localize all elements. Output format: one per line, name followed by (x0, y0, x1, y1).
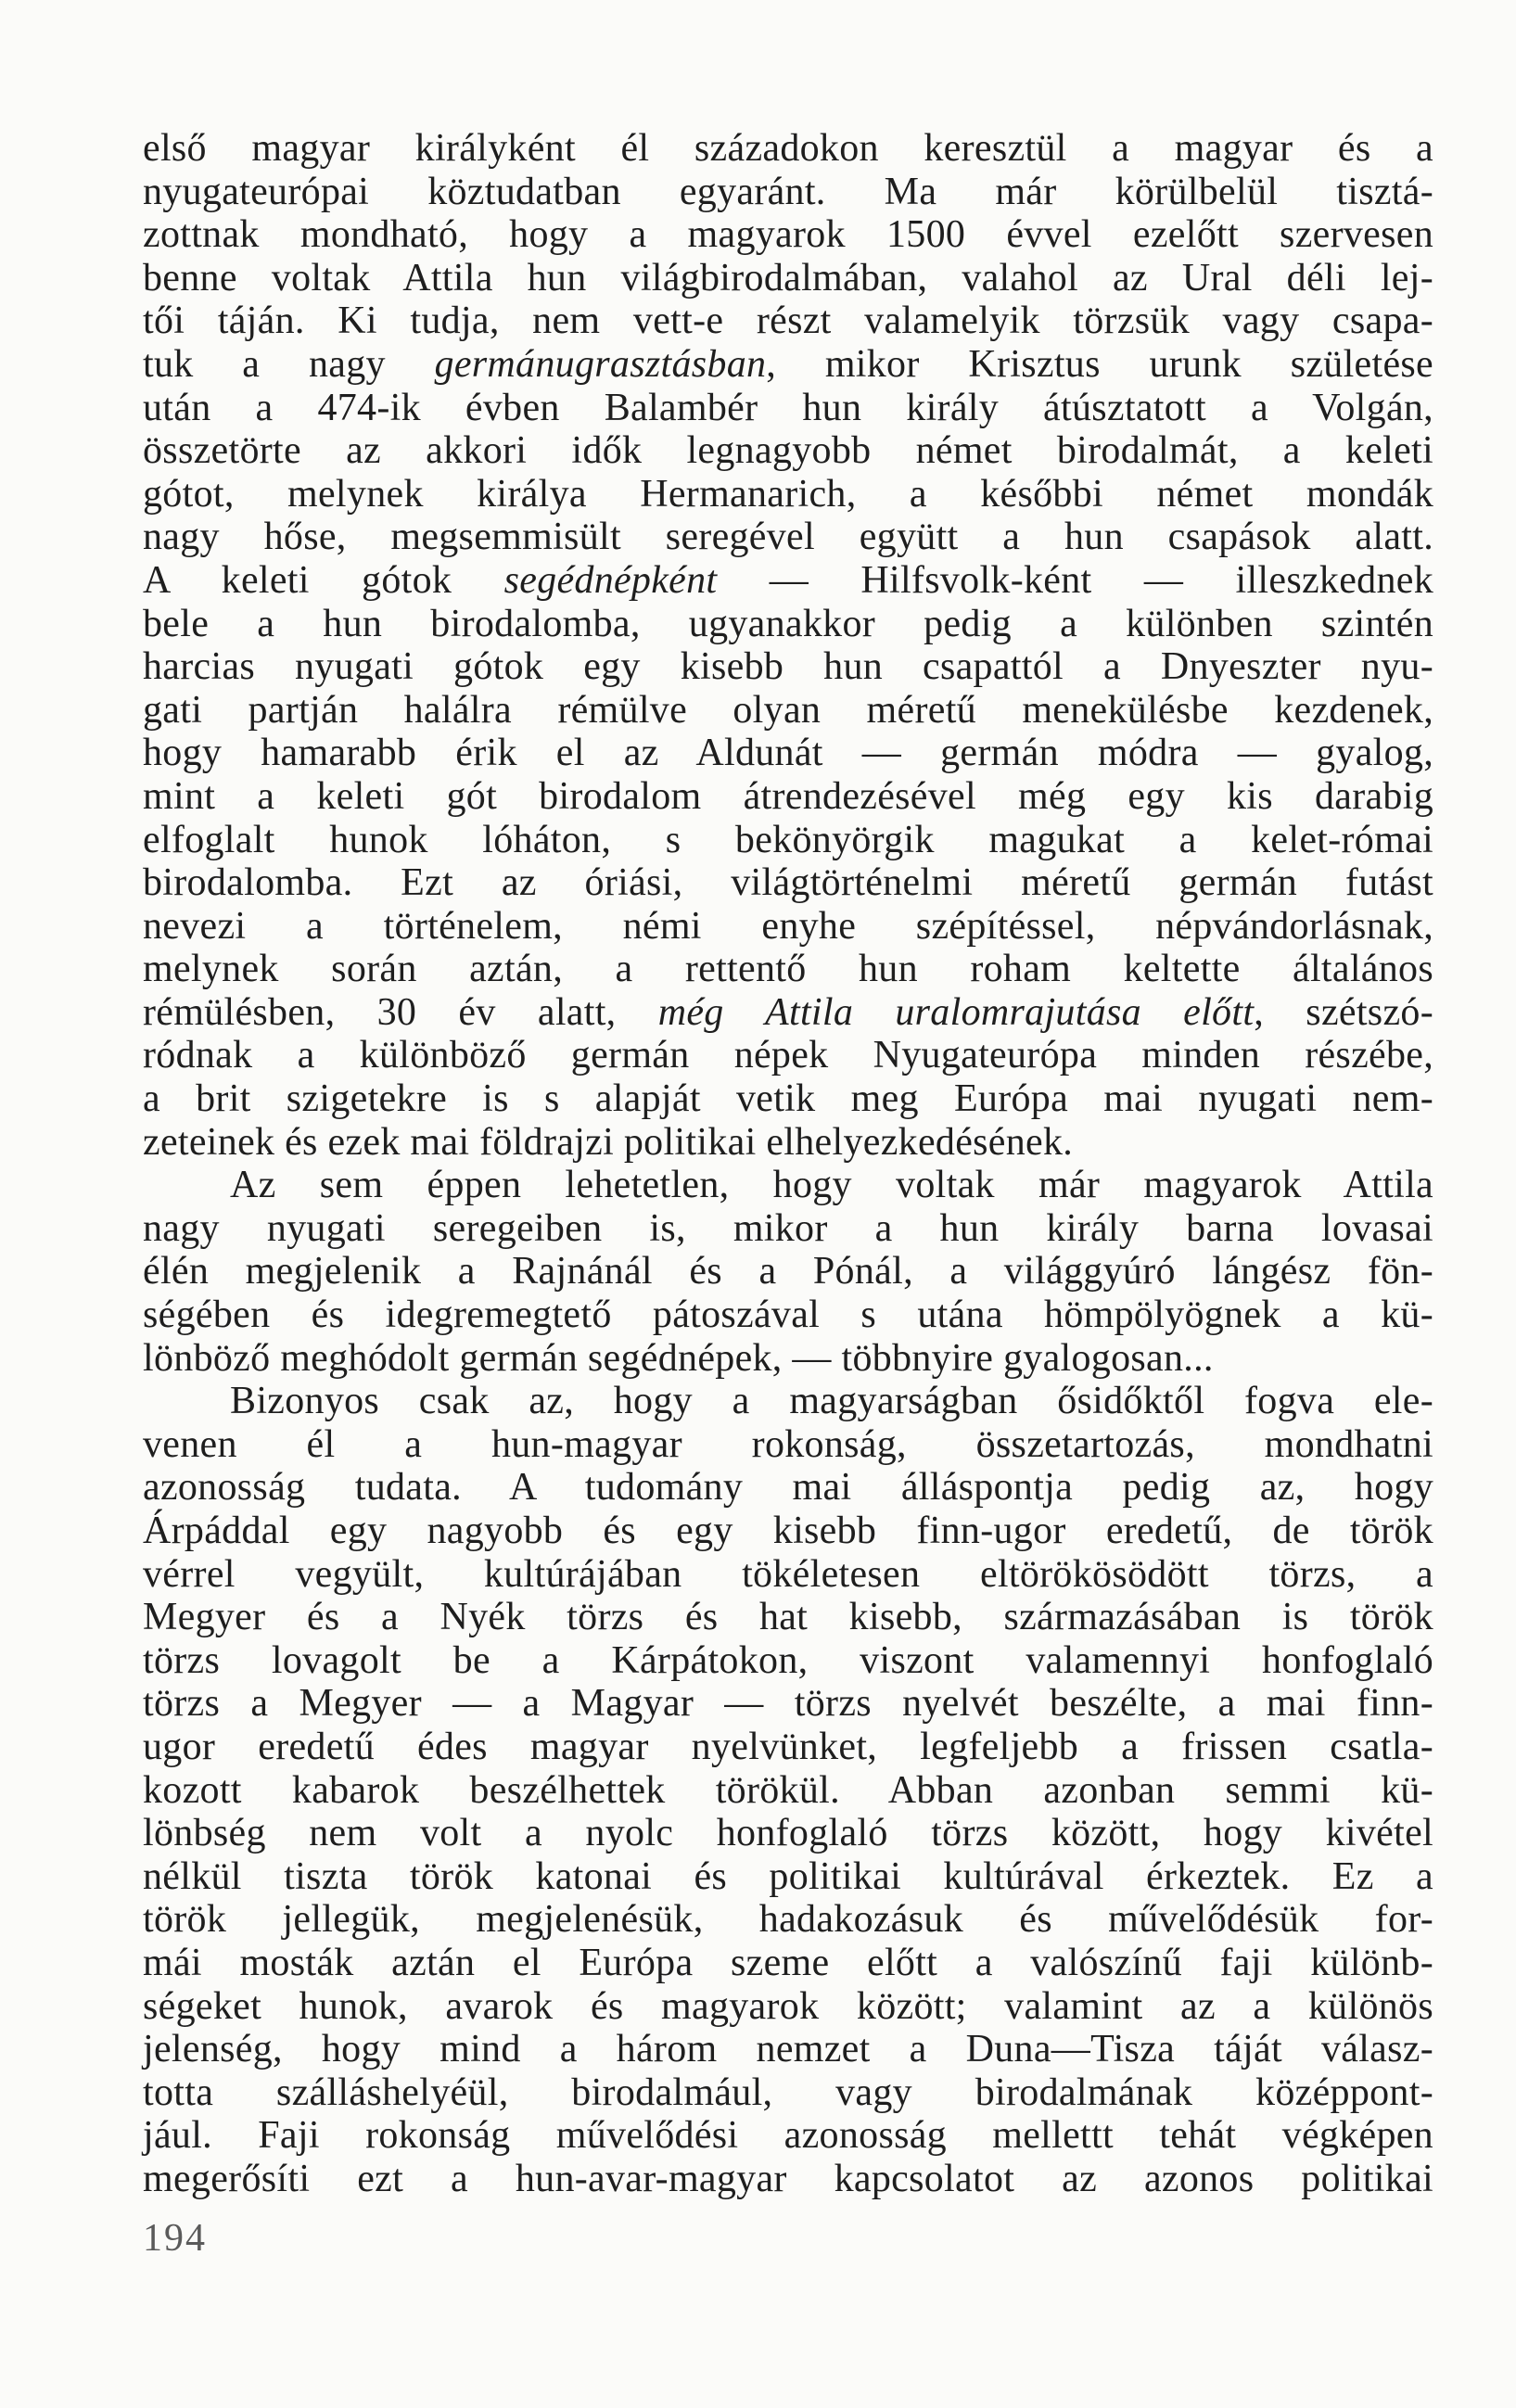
text-line (143, 473, 1433, 516)
text-segment: megerősíti ezt a hun-avar-magyar kapcsolatot az azonos politikai (143, 2157, 1433, 2200)
text-segment: zeteinek és ezek mai földrajzi politikai elhelyezkedésének. (143, 1120, 1074, 1164)
text-line (143, 861, 1433, 905)
text-segment: első magyar királyként él századokon keresztül a magyar és a (143, 127, 1433, 170)
paragraph (143, 1164, 1433, 1380)
body-text (143, 127, 1433, 2201)
text-line (143, 2028, 1433, 2071)
text-segment: kozott kabarok beszélhettek törökül. Abban azonban semmi kü- (143, 1768, 1433, 1812)
text-segment: jelenség, hogy mind a három nemzet a Duna—Tisza táját válasz- (143, 2028, 1433, 2071)
text-segment: tuk a nagy (143, 342, 435, 386)
text-line (143, 1077, 1433, 1121)
text-line (143, 559, 1433, 603)
text-segment: nagy nyugati seregeiben is, mikor a hun király barna lovasai (143, 1206, 1433, 1250)
text-line (143, 1942, 1433, 1985)
text-line (143, 732, 1433, 775)
text-line (143, 819, 1433, 862)
text-line (143, 1164, 1433, 1207)
text-line (143, 2158, 1433, 2201)
text-segment: melynek során aztán, a rettentő hun roham keltette általános (143, 948, 1433, 991)
text-segment: bele a hun birodalomba, ugyanakkor pedig a különben szintén (143, 602, 1433, 645)
page-number: 194 (143, 2217, 207, 2260)
text-line (143, 1121, 1433, 1165)
italic-text: segédnépként (503, 558, 718, 602)
text-line (143, 171, 1433, 214)
text-line (143, 1250, 1433, 1293)
text-segment: összetörte az akkori idők legnagyobb német birodalmát, a keleti (143, 429, 1433, 473)
text-segment: Árpáddal egy nagyobb és egy kisebb finn-ugor eredetű, de török (143, 1510, 1433, 1552)
text-line (143, 387, 1433, 430)
text-line (143, 1380, 1433, 1423)
paragraph (143, 127, 1433, 1164)
text-line (143, 1207, 1433, 1251)
text-line (143, 343, 1433, 387)
text-segment: totta szálláshelyéül, birodalmául, vagy birodalmának középpont- (143, 2070, 1433, 2114)
text-segment: törzs a Megyer — a Magyar — törzs nyelvét beszélte, a mai finn- (143, 1682, 1433, 1726)
text-segment: Az sem éppen lehetetlen, hogy voltak már magyarok Attila (230, 1164, 1433, 1207)
text-line (143, 1423, 1433, 1467)
text-line (143, 213, 1433, 257)
text-segment: vérrel vegyült, kultúrájában tökéletesen eltörökösödött törzs, a (143, 1552, 1433, 1596)
text-line (143, 2114, 1433, 2158)
text-segment: gati partján halálra rémülve olyan méretű menekülésbe kezdenek, (143, 688, 1433, 732)
text-line (143, 1510, 1433, 1553)
text-line (143, 1812, 1433, 1855)
text-line (143, 948, 1433, 991)
text-segment: Bizonyos csak az, hogy a magyarságban ősidőktől fogva ele- (230, 1380, 1433, 1423)
text-segment: a brit szigetekre is s alapját vetik meg Európa mai nyugati nem- (143, 1077, 1433, 1121)
text-line (143, 257, 1433, 300)
text-segment: nélkül tiszta török katonai és politikai kultúrával érkeztek. Ez a (143, 1854, 1433, 1898)
text-segment: nevezi a történelem, némi enyhe szépítéssel, népvándorlásnak, (143, 904, 1433, 948)
text-line (143, 689, 1433, 733)
text-segment: lönböző meghódolt germán segédnépek, — többnyire gyalogosan... (143, 1336, 1214, 1380)
text-line (143, 991, 1433, 1035)
text-segment: nagy hőse, megsemmisült seregével együtt a hun csapások alatt. (143, 516, 1433, 559)
text-segment: Megyer és a Nyék törzs és hat kisebb, származásában is török (143, 1596, 1433, 1639)
text-segment: élén megjelenik a Rajnánál és a Pónál, a világgyúró lángész fön- (143, 1250, 1433, 1293)
paragraph (143, 1380, 1433, 2200)
text-segment: mint a keleti gót birodalom átrendezésével még egy kis darabig (143, 774, 1433, 818)
text-line (143, 1855, 1433, 1899)
text-line (143, 1726, 1433, 1769)
text-segment: jául. Faji rokonság művelődési azonosság mellettt tehát végképen (143, 2114, 1433, 2158)
text-line (143, 429, 1433, 473)
text-segment: ségében és idegremegtető pátoszával s utána hömpölyögnek a kü- (143, 1293, 1433, 1337)
text-line (143, 1639, 1433, 1683)
text-line (143, 516, 1433, 559)
text-segment: harcias nyugati gótok egy kisebb hun csapattól a Dnyeszter nyu- (143, 645, 1433, 689)
text-segment: benne voltak Attila hun világbirodalmában, valahol az Ural déli lej- (143, 256, 1433, 299)
text-segment: elfoglalt hunok lóháton, s bekönyörgik magukat a kelet-római (143, 818, 1433, 861)
italic-text: még Attila uralomrajutása előtt (657, 990, 1255, 1034)
text-segment: birodalomba. Ezt az óriási, világtörténelmi méretű germán futást (143, 861, 1433, 905)
text-segment: rémülésben, 30 év alatt, (143, 990, 658, 1034)
text-line (143, 1985, 1433, 2029)
text-segment: , szétszó- (1254, 990, 1433, 1034)
text-line (143, 645, 1433, 689)
text-segment: ródnak a különböző germán népek Nyugateurópa minden részébe, (143, 1034, 1433, 1077)
text-segment: venen él a hun-magyar rokonság, összetartozás, mondhatni (143, 1422, 1433, 1466)
text-line (143, 775, 1433, 819)
text-line (143, 603, 1433, 646)
text-segment: mái mosták aztán el Európa szeme előtt a valószínű faji különb- (143, 1941, 1433, 1984)
text-line (143, 905, 1433, 949)
text-segment: tői táján. Ki tudja, nem vett-e részt valamelyik törzsük vagy csapa- (143, 299, 1433, 343)
text-line (143, 1596, 1433, 1639)
text-line (143, 1466, 1433, 1510)
text-segment: A keleti gótok (143, 558, 504, 602)
text-segment: után a 474-ik évben Balambér hun király átúsztatott a Volgán, (143, 386, 1433, 429)
text-line (143, 127, 1433, 171)
text-segment: , mikor Krisztus urunk születése (766, 342, 1433, 386)
text-line (143, 1337, 1433, 1381)
text-segment: azonosság tudata. A tudomány mai álláspontja pedig az, hogy (143, 1466, 1433, 1510)
text-line (143, 1682, 1433, 1726)
text-line (143, 299, 1433, 343)
text-segment: török jellegük, megjelenésük, hadakozásuk és művelődésük for- (143, 1898, 1433, 1942)
italic-text: germánugrasztásban (434, 342, 767, 386)
text-line (143, 1034, 1433, 1077)
text-segment: lönbség nem volt a nyolc honfoglaló törzs között, hogy kivétel (143, 1812, 1433, 1855)
text-segment: ugor eredetű édes magyar nyelvünket, legfeljebb a frissen csatla- (143, 1725, 1433, 1768)
text-line (143, 1898, 1433, 1942)
text-segment: — Hilfsvolk-ként — illeszkednek (717, 558, 1433, 602)
text-segment: ségeket hunok, avarok és magyarok között; valamint az a különös (143, 1984, 1433, 2028)
text-segment: hogy hamarabb érik el az Aldunát — germán módra — gyalog, (143, 732, 1433, 775)
text-segment: zottnak mondható, hogy a magyarok 1500 évvel ezelőtt szervesen (143, 213, 1433, 257)
text-segment: törzs lovagolt be a Kárpátokon, viszont valamennyi honfoglaló (143, 1638, 1433, 1682)
text-line (143, 2071, 1433, 2115)
text-line (143, 1553, 1433, 1597)
text-segment: gótot, melynek királya Hermanarich, a későbbi német mondák (143, 472, 1433, 516)
text-segment: nyugateurópai köztudatban egyaránt. Ma már körülbelül tisztá- (143, 170, 1433, 213)
text-line (143, 1293, 1433, 1337)
text-line (143, 1769, 1433, 1813)
